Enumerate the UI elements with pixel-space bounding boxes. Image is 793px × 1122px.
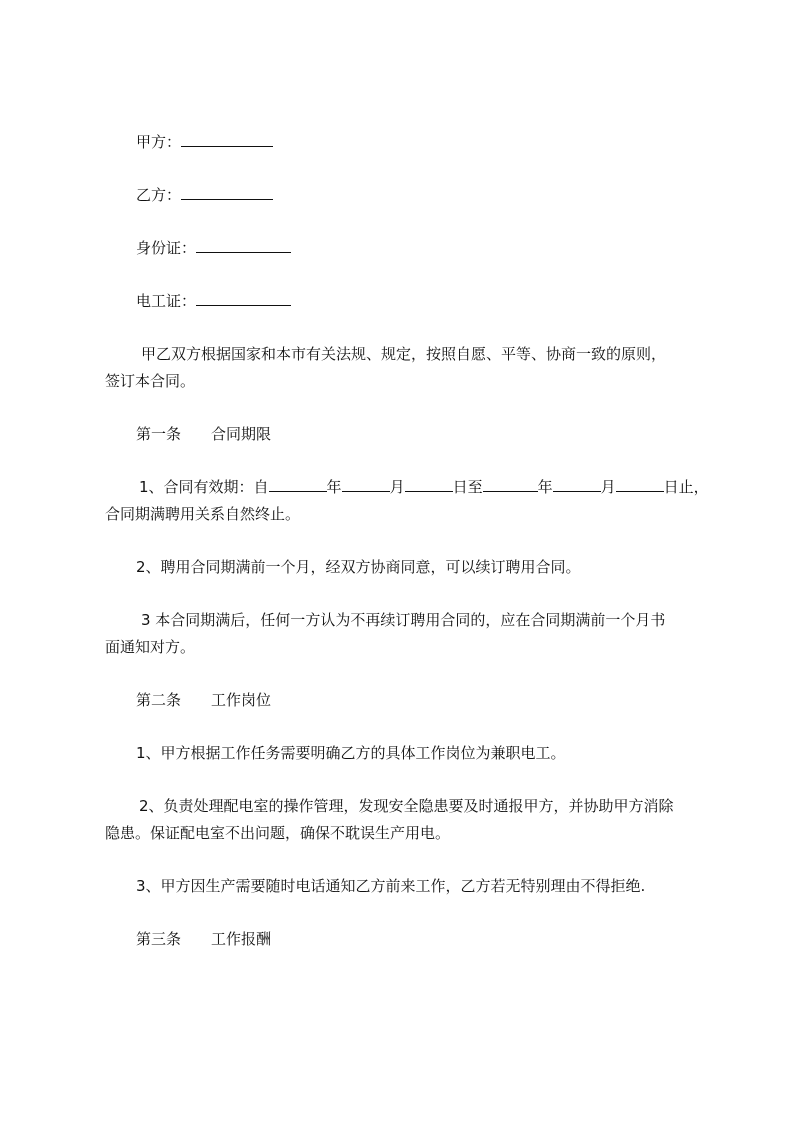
start-year-blank xyxy=(269,477,327,492)
term-prefix: 1、合同有效期：自 xyxy=(139,478,269,496)
electrician-cert-line xyxy=(136,291,291,311)
start-month-label: 月 xyxy=(389,478,405,496)
electrician-cert-label: 电工证： xyxy=(136,292,197,310)
party-a-line xyxy=(136,132,273,152)
id-blank xyxy=(196,238,291,253)
term-clause-line-1 xyxy=(139,477,709,497)
clause-2-2-line-2: 隐患。保证配电室不出问题，确保不耽误生产用电。 xyxy=(105,824,451,842)
preamble-line-2: 签订本合同。 xyxy=(105,372,196,390)
start-month-blank xyxy=(342,477,390,492)
clause-2-3: 3、甲方因生产需要随时电话通知乙方前来工作，乙方若无特别理由不得拒绝. xyxy=(136,877,646,895)
article-2-number: 第二条 xyxy=(136,691,182,709)
preamble-line-1: 甲乙双方根据国家和本市有关法规、规定，按照自愿、平等、协商一致的原则， xyxy=(141,345,667,363)
clause-1-3-line-2: 面通知对方。 xyxy=(105,638,196,656)
article-2-heading xyxy=(136,690,271,710)
end-day-blank xyxy=(616,477,664,492)
party-b-label: 乙方： xyxy=(136,186,182,204)
article-3-title: 工作报酬 xyxy=(211,930,272,948)
article-1-title: 合同期限 xyxy=(211,425,272,443)
end-month-label: 月 xyxy=(600,478,616,496)
id-line xyxy=(136,238,291,258)
end-day-label: 日止， xyxy=(663,478,709,496)
party-a-blank xyxy=(181,132,273,147)
party-b-line xyxy=(136,185,273,205)
article-3-heading xyxy=(136,929,271,949)
id-label: 身份证： xyxy=(136,239,197,257)
clause-2-2-line-1: 2、负责处理配电室的操作管理，发现安全隐患要及时通报甲方，并协助甲方消除 xyxy=(139,797,674,815)
end-year-blank xyxy=(483,477,538,492)
party-b-blank xyxy=(181,185,273,200)
clause-2-1: 1、甲方根据工作任务需要明确乙方的具体工作岗位为兼职电工。 xyxy=(136,744,566,762)
article-3-number: 第三条 xyxy=(136,930,182,948)
clause-1-3-line-1: 3 本合同期满后，任何一方认为不再续订聘用合同的，应在合同期满前一个月书 xyxy=(141,611,666,629)
article-1-number: 第一条 xyxy=(136,425,182,443)
article-1-heading xyxy=(136,424,271,444)
article-2-title: 工作岗位 xyxy=(211,691,272,709)
party-a-label: 甲方： xyxy=(136,133,182,151)
term-clause-line-2: 合同期满聘用关系自然终止。 xyxy=(105,505,301,523)
end-month-blank xyxy=(553,477,601,492)
electrician-cert-blank xyxy=(196,291,291,306)
start-day-to-label: 日至 xyxy=(452,478,483,496)
clause-1-2: 2、聘用合同期满前一个月，经双方协商同意，可以续订聘用合同。 xyxy=(136,558,581,576)
start-year-label: 年 xyxy=(326,478,342,496)
end-year-label: 年 xyxy=(537,478,553,496)
start-day-blank xyxy=(405,477,453,492)
